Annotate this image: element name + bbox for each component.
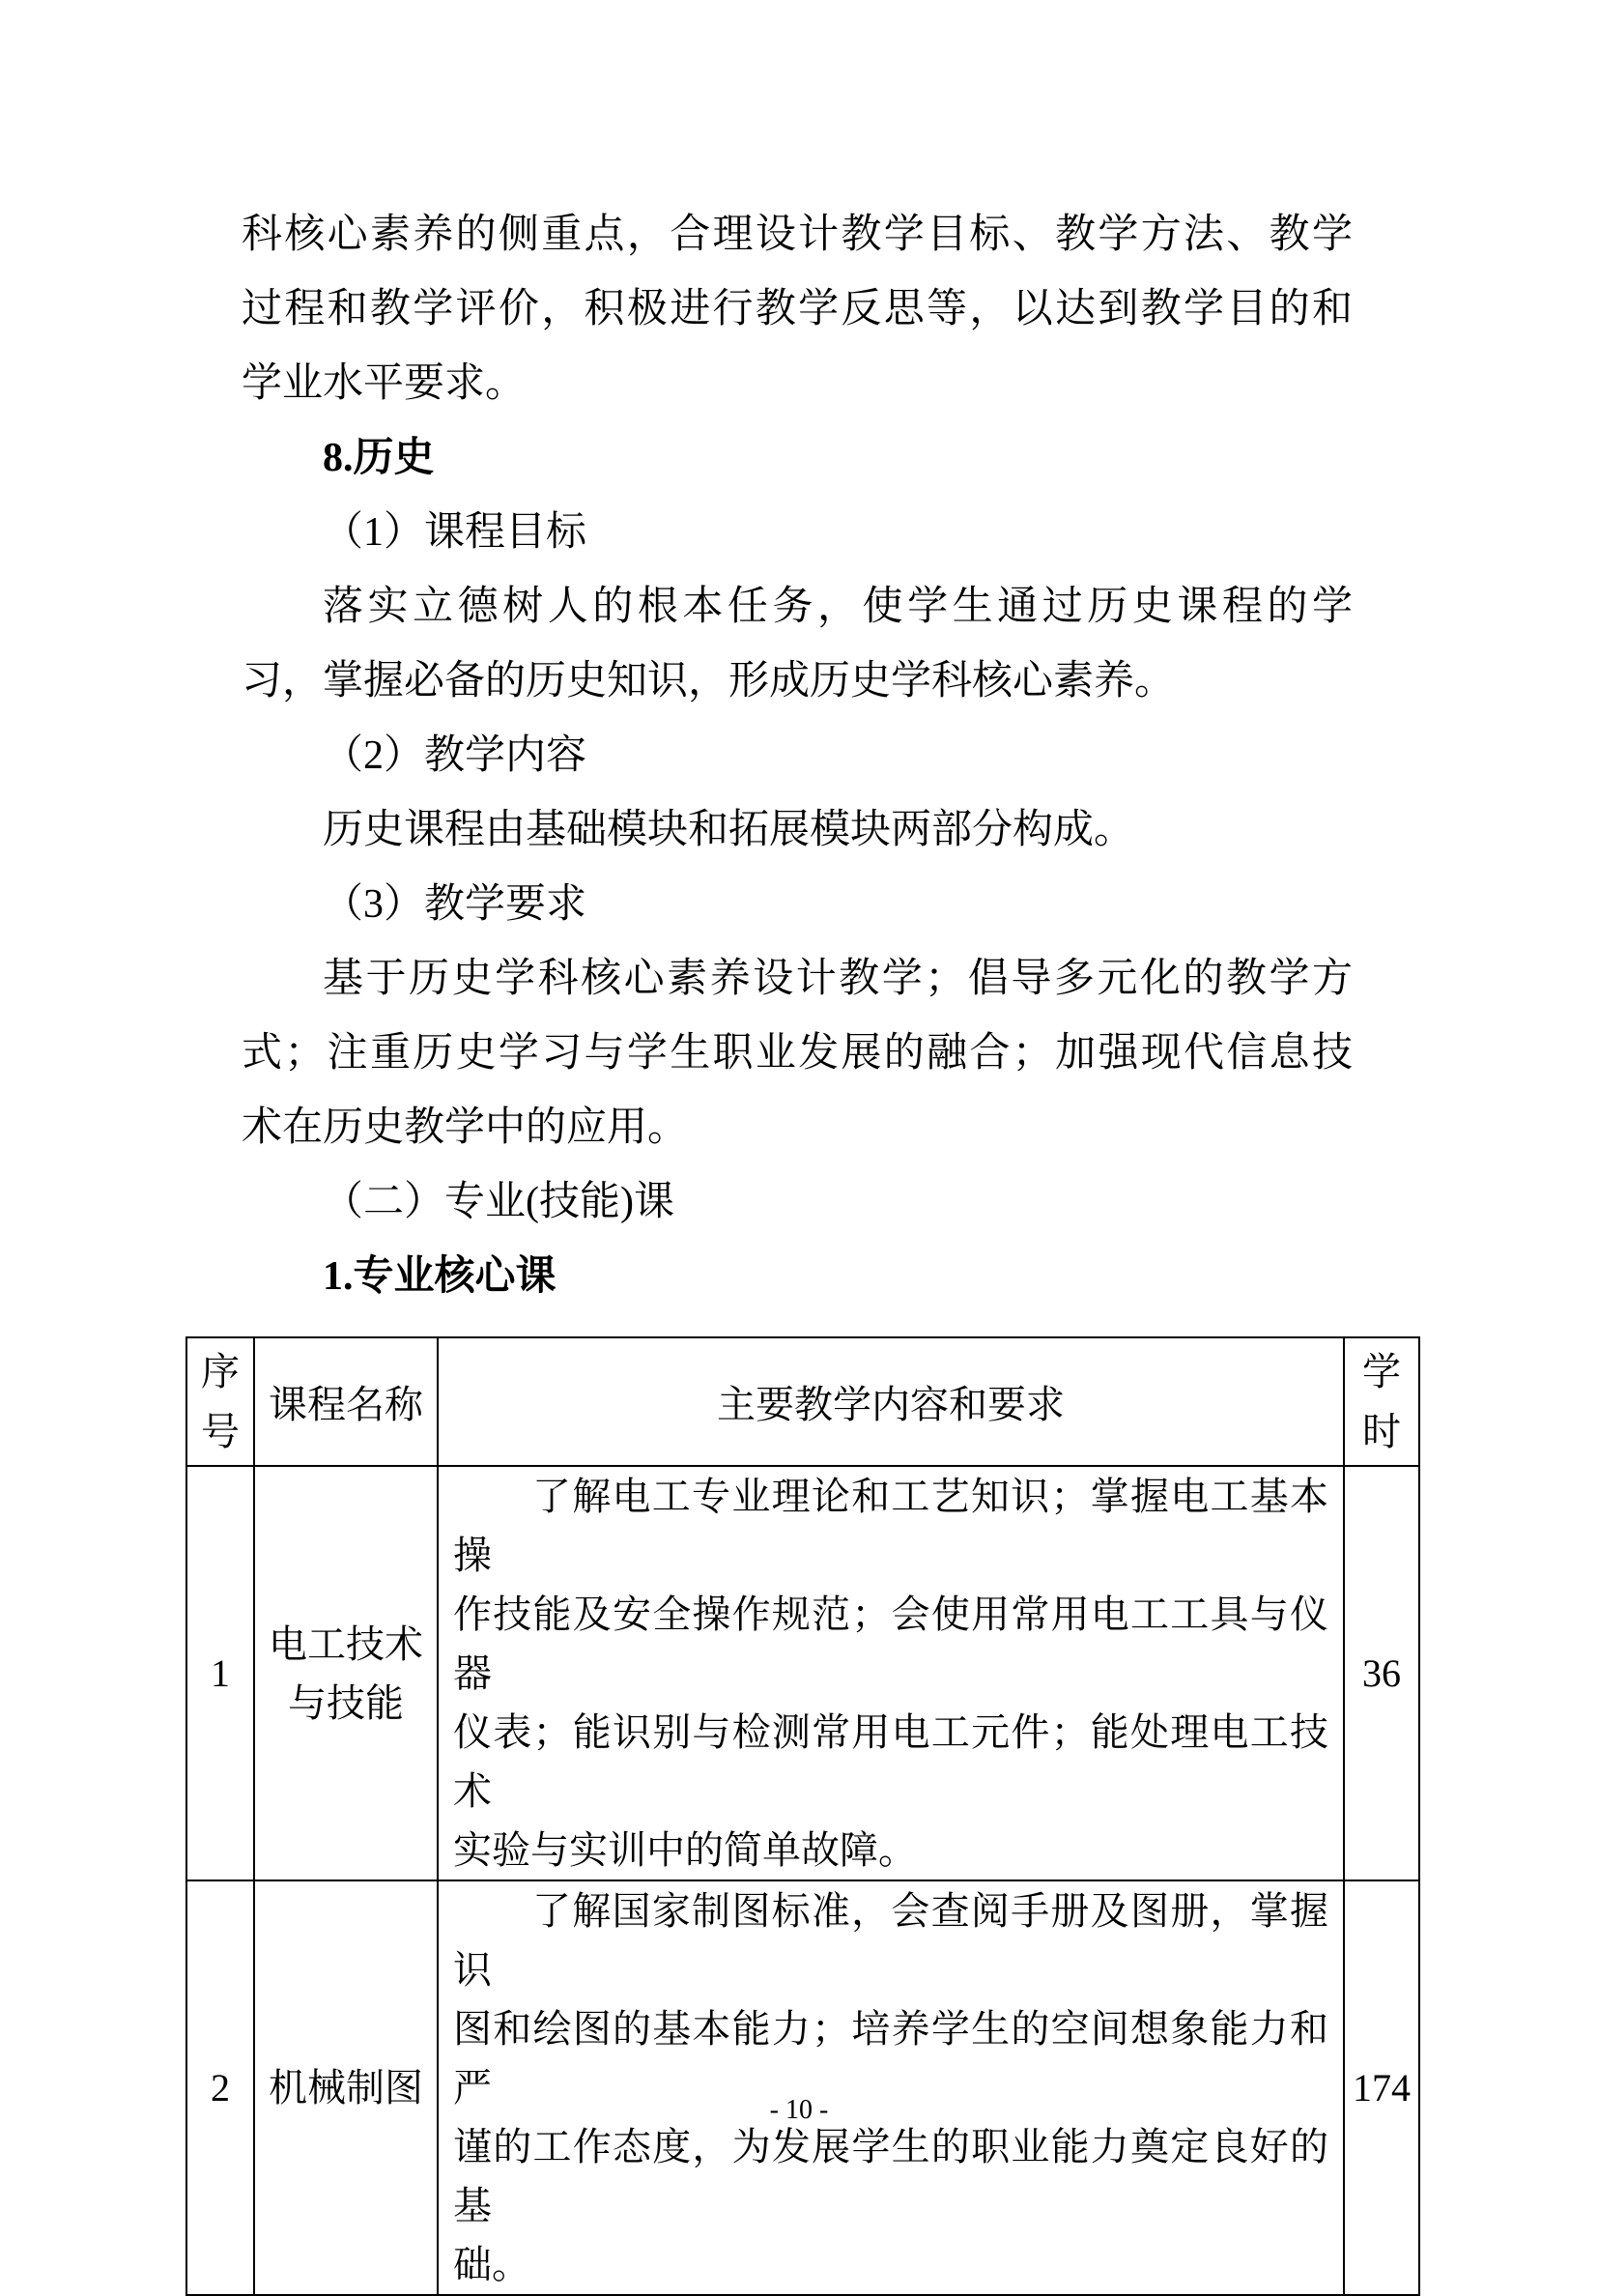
header-hours	[1344, 1337, 1419, 1466]
text-line: 过程和教学评价，积极进行教学反思等，以达到教学目的和	[242, 287, 1353, 331]
header-seq-line1: 序	[201, 1349, 240, 1393]
header-content: 主要教学内容和要求	[438, 1337, 1344, 1466]
subheading-course-objectives: （1）课程目标	[323, 510, 587, 555]
text-line: 学业水平要求。	[242, 361, 527, 406]
content-line: 仪表；能识别与检测常用电工元件；能处理电工技术	[453, 1710, 1328, 1813]
heading-history: 8.历史	[323, 436, 435, 480]
content-line: 础。	[453, 2243, 530, 2286]
body-text-block	[242, 198, 1353, 1314]
header-seq-no	[186, 1337, 254, 1466]
content-line: 了解国家制图标准，会查阅手册及图册，掌握识	[453, 1889, 1328, 1992]
course-name-line: 电工技术	[269, 1622, 423, 1666]
paragraph-line: 历史课程由基础模块和拓展模块两部分构成。	[323, 808, 1135, 852]
heading-specialty-skill-courses: （二）专业(技能)课	[323, 1180, 674, 1224]
page-number: - 10 -	[769, 2095, 829, 2125]
text-line: 科核心素养的侧重点，合理设计教学目标、教学方法、教学	[242, 213, 1353, 257]
content-cell	[438, 1466, 1344, 1880]
content-cell	[438, 1880, 1344, 2295]
header-course-name: 课程名称	[254, 1337, 438, 1466]
course-name-line: 与技能	[288, 1680, 404, 1725]
content-line: 图和绘图的基本能力；培养学生的空间想象能力和严	[453, 2007, 1328, 2109]
heading-core-courses: 1.专业核心课	[323, 1254, 556, 1299]
paragraph-line: 术在历史教学中的应用。	[242, 1105, 689, 1150]
content-line: 实验与实训中的简单故障。	[453, 1828, 917, 1872]
course-name-line: 机械制图	[269, 2066, 423, 2109]
header-seq-line2: 号	[201, 1409, 240, 1453]
paragraph-line: 基于历史学科核心素养设计教学；倡导多元化的教学方	[323, 957, 1353, 1001]
subheading-teaching-content: （2）教学内容	[323, 733, 587, 778]
course-name-cell	[254, 1880, 438, 2295]
table-row	[186, 1466, 1419, 1880]
header-hours-line1: 学	[1362, 1349, 1401, 1393]
seq-no-cell: 2	[186, 1880, 254, 2295]
header-hours-line2: 时	[1362, 1409, 1401, 1453]
table-row	[186, 1880, 1419, 2295]
paragraph-line: 式；注重历史学习与学生职业发展的融合；加强现代信息技	[242, 1031, 1353, 1076]
table-header-row	[186, 1337, 1419, 1466]
content-line: 作技能及安全操作规范；会使用常用电工工具与仪器	[453, 1593, 1328, 1695]
paragraph-line: 落实立德树人的根本任务，使学生通过历史课程的学	[323, 585, 1353, 629]
subheading-teaching-requirements: （3）教学要求	[323, 882, 587, 927]
content-line: 了解电工专业理论和工艺知识；掌握电工基本操	[453, 1475, 1328, 1577]
core-courses-table	[185, 1336, 1420, 2296]
hours-cell: 36	[1344, 1466, 1419, 1880]
seq-no-cell: 1	[186, 1466, 254, 1880]
course-name-cell	[254, 1466, 438, 1880]
content-line: 谨的工作态度，为发展学生的职业能力奠定良好的基	[453, 2125, 1328, 2227]
paragraph-line: 习，掌握必备的历史知识，形成历史学科核心素养。	[242, 659, 1176, 703]
hours-cell: 174	[1344, 1880, 1419, 2295]
